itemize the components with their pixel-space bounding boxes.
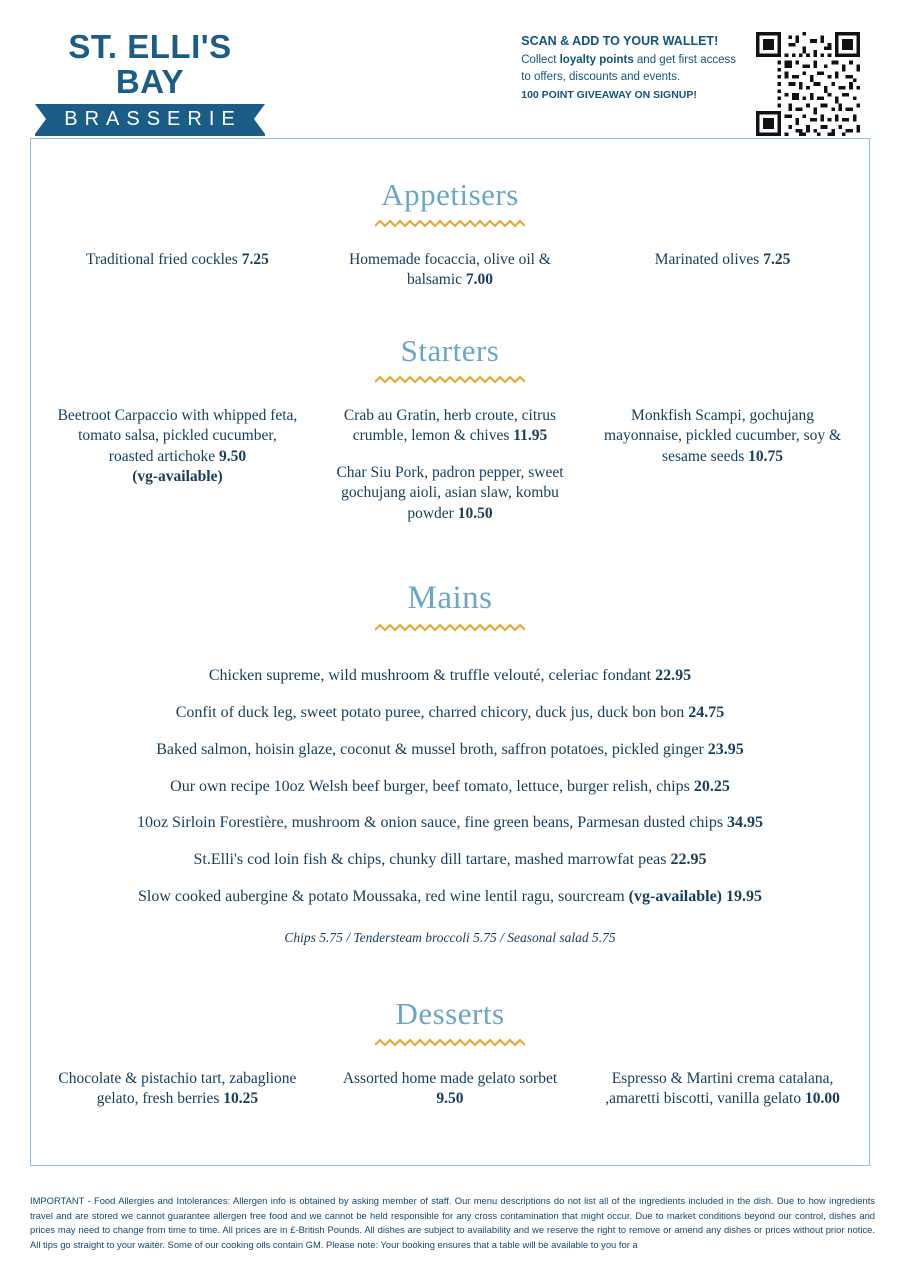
item-price: 7.25 bbox=[241, 251, 269, 268]
item-text: Confit of duck leg, sweet potato puree, charred chicory, duck jus, duck bon bon bbox=[175, 703, 689, 721]
item-price: 22.95 bbox=[655, 667, 692, 685]
squiggle-divider-icon bbox=[375, 219, 525, 228]
item-text: Monkfish Scampi, gochujang mayonnaise, pickled cucumber, soy & sesame seeds bbox=[604, 406, 842, 465]
item-price: 19.95 bbox=[726, 887, 762, 905]
item-price: 24.75 bbox=[688, 703, 725, 721]
promo-text bbox=[521, 32, 736, 104]
appetisers-column-2 bbox=[328, 250, 573, 291]
legal-footer: IMPORTANT - Food Allergies and Intolerances: Allergen info is obtained by asking member of staff. Our menu descriptions do not list all of the ingredients included in the dish. Due to how ingredients travel and are stored we cannot guarantee allergen free food and we cannot be held responsible for any cross contamination that might occur. Due to market conditions beyond our control, dishes and prices may need to change from time to time. All prices are in £-British Pounds. All dishes are subject to availability and we reserve the right to remove or amend any dishes or prices without prior notice. All tips go straight to your waiter. Some of our cooking oils contain GM. Please note: Your booking ensures that a table will be available to you for a bbox=[30, 1195, 875, 1250]
menu-item bbox=[55, 703, 845, 724]
promo-body bbox=[521, 52, 736, 85]
menu-item bbox=[600, 250, 845, 270]
appetisers-columns bbox=[55, 250, 845, 291]
item-price: 11.95 bbox=[513, 427, 548, 445]
item-text: St.Elli's cod loin fish & chips, chunky dill tartare, mashed marrowfat peas bbox=[193, 851, 671, 869]
item-price: 20.25 bbox=[693, 777, 730, 795]
logo-name: ST. ELLI'S BAY bbox=[68, 28, 232, 100]
menu-item bbox=[55, 666, 845, 687]
menu-item bbox=[55, 250, 300, 270]
item-tag: (vg-available) bbox=[628, 887, 722, 905]
appetisers-column-3 bbox=[600, 250, 845, 270]
mains-sides: Chips 5.75 / Tendersteam broccoli 5.75 / Seasonal salad 5.75 bbox=[284, 929, 616, 945]
promo-line1-bold: loyalty points bbox=[559, 54, 634, 67]
starters-column-1 bbox=[55, 406, 300, 488]
restaurant-logo bbox=[35, 30, 265, 136]
loyalty-promo bbox=[521, 32, 860, 136]
item-text: 10oz Sirloin Forestière, mushroom & onion sauce, fine green beans, Parmesan dusted chips bbox=[136, 814, 728, 832]
item-text: Beetroot Carpaccio with whipped feta, tomato salsa, pickled cucumber, roasted artichoke bbox=[57, 406, 298, 465]
item-text: Baked salmon, hoisin glaze, coconut & mussel broth, saffron potatoes, pickled ginger bbox=[156, 740, 708, 758]
menu-item bbox=[328, 463, 573, 524]
squiggle-divider-icon bbox=[375, 623, 525, 632]
item-price: 10.25 bbox=[223, 1090, 259, 1108]
item-text: Homemade focaccia, olive oil & balsamic bbox=[349, 251, 551, 289]
section-appetisers bbox=[55, 177, 845, 291]
menu-frame bbox=[30, 138, 870, 1166]
section-title-appetisers: Appetisers bbox=[381, 177, 519, 212]
section-desserts bbox=[55, 996, 845, 1110]
promo-title: SCAN & ADD TO YOUR WALLET! bbox=[521, 34, 719, 48]
menu-item bbox=[55, 740, 845, 761]
item-suffix: (vg-available) bbox=[132, 468, 223, 486]
menu-item bbox=[600, 1069, 845, 1110]
promo-line2: to offers, discounts and events. bbox=[521, 70, 681, 83]
squiggle-divider-icon bbox=[375, 1038, 525, 1047]
menu-item bbox=[600, 406, 845, 467]
menu-item bbox=[328, 1069, 573, 1110]
starters-column-2 bbox=[328, 406, 573, 524]
menu-item bbox=[55, 777, 845, 798]
item-price: 22.95 bbox=[670, 851, 707, 869]
desserts-column-2 bbox=[328, 1069, 573, 1110]
item-price: 10.50 bbox=[457, 504, 493, 522]
section-title-desserts: Desserts bbox=[395, 995, 505, 1031]
desserts-column-1 bbox=[55, 1069, 300, 1110]
item-text: Crab au Gratin, herb croute, citrus crumble, lemon & chives bbox=[343, 406, 557, 445]
item-text: Marinated olives bbox=[654, 251, 764, 268]
menu-item bbox=[55, 1069, 300, 1110]
item-price: 23.95 bbox=[707, 740, 744, 758]
item-price: 9.50 bbox=[436, 1090, 464, 1108]
item-price: 10.00 bbox=[804, 1090, 840, 1108]
item-text: Slow cooked aubergine & potato Moussaka, red wine lentil ragu, sourcream bbox=[137, 887, 629, 905]
item-price: 9.50 bbox=[218, 447, 247, 465]
desserts-column-3 bbox=[600, 1069, 845, 1110]
item-text: Espresso & Martini crema catalana, ,amaretti biscotti, vanilla gelato bbox=[605, 1069, 834, 1108]
starters-columns bbox=[55, 406, 845, 524]
section-mains bbox=[55, 580, 845, 946]
page-header bbox=[0, 0, 900, 130]
promo-line1-post: and get first access bbox=[633, 54, 736, 67]
item-price: 7.00 bbox=[465, 271, 494, 289]
section-title-starters: Starters bbox=[400, 332, 500, 368]
menu-item bbox=[55, 850, 845, 871]
item-text: Assorted home made gelato sorbet bbox=[342, 1069, 558, 1087]
item-text: Char Siu Pork, padron pepper, sweet gochujang aioli, asian slaw, kombu powder bbox=[336, 463, 564, 522]
squiggle-divider-icon bbox=[375, 375, 525, 384]
desserts-columns bbox=[55, 1069, 845, 1110]
section-title-mains: Mains bbox=[407, 580, 493, 617]
qr-code-icon[interactable] bbox=[756, 32, 860, 136]
item-price: 34.95 bbox=[727, 814, 764, 832]
logo-subtitle: BRASSERIE bbox=[35, 104, 265, 136]
item-text: Traditional fried cockles bbox=[86, 251, 242, 268]
item-text: Chicken supreme, wild mushroom & truffle velouté, celeriac fondant bbox=[208, 667, 656, 685]
item-price: 10.75 bbox=[748, 447, 784, 465]
appetisers-column-1 bbox=[55, 250, 300, 270]
menu-item bbox=[55, 887, 845, 908]
item-text: Our own recipe 10oz Welsh beef burger, beef tomato, lettuce, burger relish, chips bbox=[170, 777, 694, 795]
section-starters bbox=[55, 333, 845, 524]
menu-item bbox=[328, 250, 573, 291]
item-text: Chocolate & pistachio tart, zabaglione gelato, fresh berries bbox=[58, 1069, 297, 1108]
starters-column-3 bbox=[600, 406, 845, 467]
promo-giveaway: 100 POINT GIVEAWAY ON SIGNUP! bbox=[521, 89, 697, 102]
mains-list bbox=[55, 666, 845, 908]
menu-item bbox=[55, 813, 845, 834]
menu-item bbox=[55, 406, 300, 488]
promo-line1-pre: Collect bbox=[521, 54, 560, 67]
menu-item bbox=[328, 406, 573, 447]
item-price: 7.25 bbox=[763, 251, 791, 268]
